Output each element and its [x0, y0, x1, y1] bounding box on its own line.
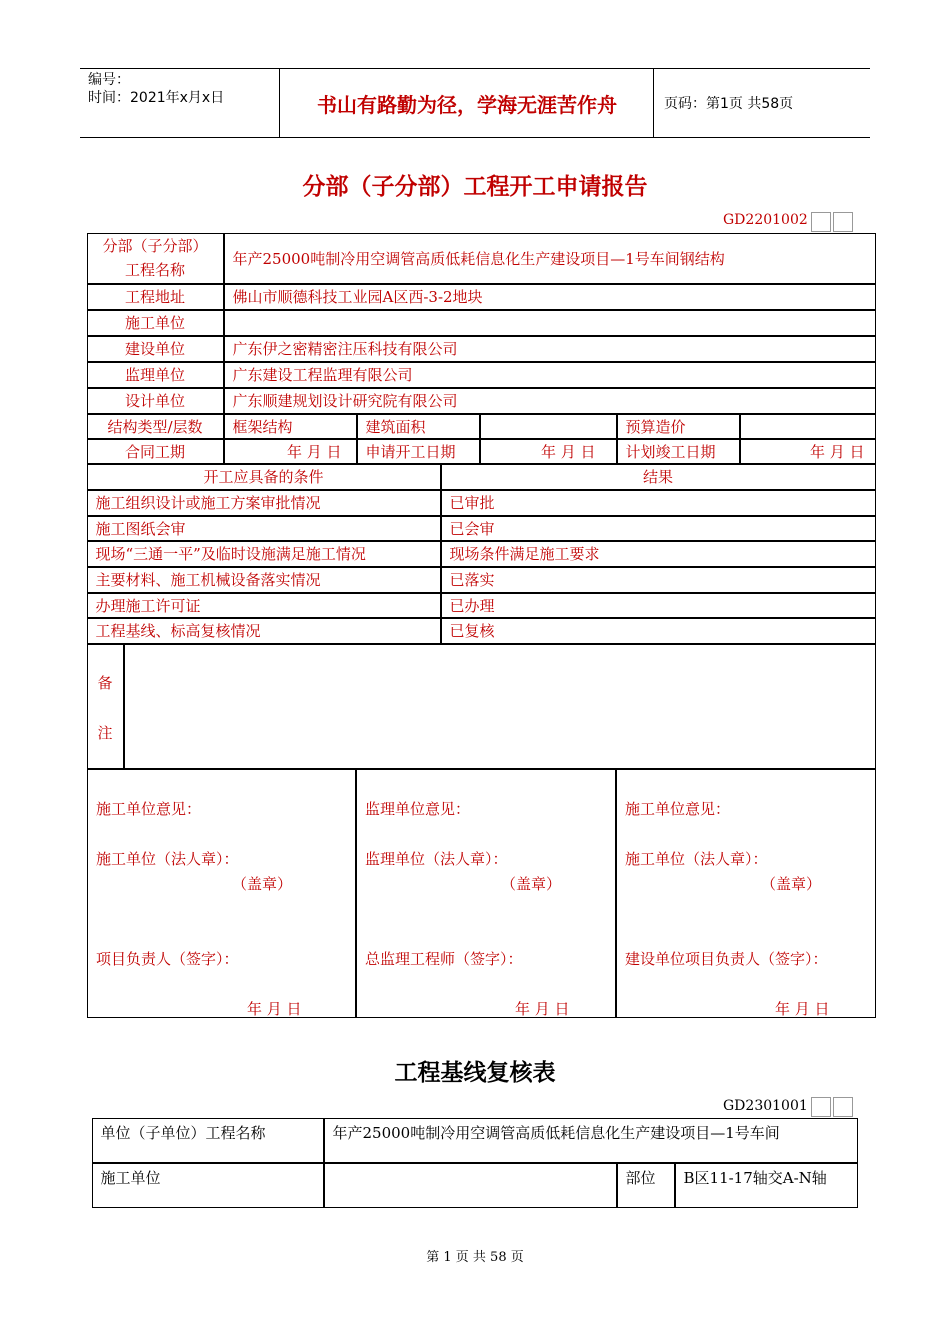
form1-code: GD2201002 [723, 212, 808, 228]
part-label: 部位 [617, 1163, 675, 1208]
condition-item: 工程基线、标高复核情况 [87, 618, 441, 644]
condition-result: 已办理 [441, 593, 876, 618]
page-header [80, 68, 870, 138]
opinion-title: 监理单位意见： [365, 800, 471, 818]
address-value: 佛山市顺德科技工业园A区西-3-2地块 [224, 284, 876, 310]
part-value: B区11-17轴交A-N轴 [675, 1163, 858, 1208]
remarks-label [87, 644, 124, 769]
opinion-seal: （盖章） [232, 875, 293, 893]
code-box [833, 1097, 853, 1117]
opinion-unit-seal: 施工单位（法人章）： [96, 850, 239, 868]
project-name-label-line1: 分部（子分部） [102, 236, 208, 255]
header-meta [80, 69, 280, 137]
unit-project-name-label: 单位（子单位）工程名称 [92, 1118, 324, 1163]
supervisor-value: 广东建设工程监理有限公司 [224, 362, 876, 388]
opinion-date[interactable]: 年 月 日 [247, 1000, 302, 1018]
condition-item: 施工组织设计或施工方案审批情况 [87, 490, 441, 516]
unit-project-name-value: 年产25000吨制冷用空调管高质低耗信息化生产建设项目—1号车间 [324, 1118, 858, 1163]
plan-finish-label: 计划竣工日期 [617, 439, 740, 464]
contract-period-date[interactable]: 年 月 日 [224, 439, 357, 464]
budget-label: 预算造价 [617, 414, 740, 439]
condition-item: 施工图纸会审 [87, 516, 441, 541]
opinion-sign: 项目负责人（签字）： [96, 950, 239, 968]
conditions-header: 开工应具备的条件 [87, 464, 441, 490]
remarks-label-char2: 注 [97, 723, 113, 742]
condition-item: 现场“三通一平”及临时设施满足施工情况 [87, 541, 441, 567]
remarks-field[interactable] [124, 644, 876, 769]
structure-label: 结构类型/层数 [87, 414, 224, 439]
code-box [811, 1097, 831, 1117]
opinion-date[interactable]: 年 月 日 [515, 1000, 570, 1018]
code-box [833, 212, 853, 232]
form2-title: 工程基线复核表 [394, 1059, 556, 1086]
designer-value: 广东顺建规划设计研究院有限公司 [224, 388, 876, 414]
form2-contractor-label: 施工单位 [92, 1163, 324, 1208]
remarks-label-char1: 备 [97, 673, 113, 692]
supervisor-label: 监理单位 [87, 362, 224, 388]
designer-label: 设计单位 [87, 388, 224, 414]
project-name-label [87, 233, 224, 284]
header-motto: 书山有路勤为径，学海无涯苦作舟 [281, 69, 654, 137]
opinion-title: 施工单位意见： [625, 800, 731, 818]
opinion-seal: （盖章） [761, 875, 822, 893]
condition-item: 办理施工许可证 [87, 593, 441, 618]
opinion-date[interactable]: 年 月 日 [775, 1000, 830, 1018]
opinion-unit-seal: 施工单位（法人章）： [625, 850, 768, 868]
result-header: 结果 [441, 464, 876, 490]
contract-period-label: 合同工期 [87, 439, 224, 464]
apply-start-label: 申请开工日期 [357, 439, 480, 464]
apply-start-date[interactable]: 年 月 日 [480, 439, 617, 464]
budget-value[interactable] [740, 414, 876, 439]
header-page-info: 页码：第1页 共58页 [664, 96, 794, 112]
address-label: 工程地址 [87, 284, 224, 310]
condition-result: 现场条件满足施工要求 [441, 541, 876, 567]
area-value[interactable] [480, 414, 617, 439]
owner-value: 广东伊之密精密注压科技有限公司 [224, 336, 876, 362]
page-footer: 第 1 页 共 58 页 [426, 1250, 524, 1265]
plan-finish-date[interactable]: 年 月 日 [740, 439, 876, 464]
condition-item: 主要材料、施工机械设备落实情况 [87, 567, 441, 593]
condition-result: 已审批 [441, 490, 876, 516]
area-label: 建筑面积 [357, 414, 480, 439]
structure-value: 框架结构 [224, 414, 357, 439]
contractor-label: 施工单位 [87, 310, 224, 336]
opinion-title: 施工单位意见： [96, 800, 202, 818]
contractor-value[interactable] [224, 310, 876, 336]
condition-result: 已复核 [441, 618, 876, 644]
code-box [811, 212, 831, 232]
opinion-unit-seal: 监理单位（法人章）： [365, 850, 508, 868]
opinion-sign: 总监理工程师（签字）： [365, 950, 523, 968]
time-label: 时间：2021年x月x日 [88, 90, 225, 106]
project-name-label-line2: 工程名称 [124, 260, 185, 279]
owner-label: 建设单位 [87, 336, 224, 362]
form2-contractor-value[interactable] [324, 1163, 617, 1208]
condition-result: 已落实 [441, 567, 876, 593]
opinion-sign: 建设单位项目负责人（签字）： [625, 950, 828, 968]
form2-code: GD2301001 [723, 1098, 808, 1114]
project-name-value: 年产25000吨制冷用空调管高质低耗信息化生产建设项目—1号车间钢结构 [224, 233, 876, 284]
form1-title: 分部（子分部）工程开工申请报告 [302, 173, 648, 200]
serial-label: 编号： [88, 72, 130, 88]
opinion-seal: （盖章） [501, 875, 562, 893]
condition-result: 已会审 [441, 516, 876, 541]
